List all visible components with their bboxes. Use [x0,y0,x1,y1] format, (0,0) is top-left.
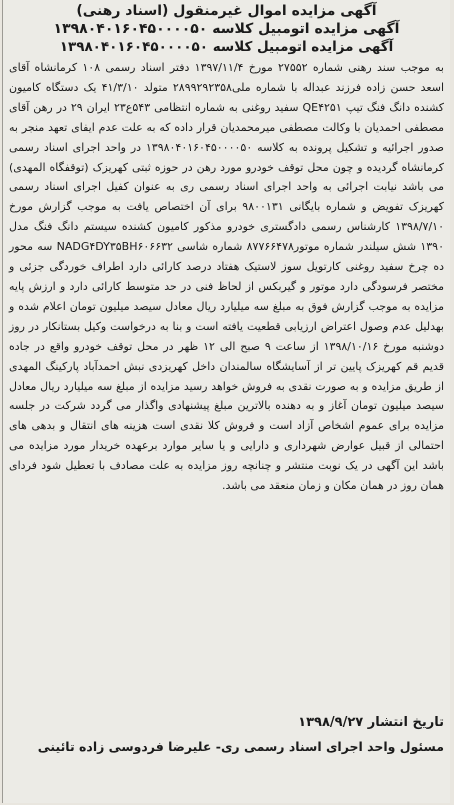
notice-title: آگهی مزایده اموال غیرمنقول (اسناد رهنی) [76,3,377,19]
publication-date: تاریخ انتشار ۱۳۹۸/۹/۲۷ [298,715,444,730]
signature-line: مسئول واحد اجرای اسناد رسمی ری- علیرضا فردوسی زاده تائینی [37,739,444,754]
notice-subtitle: آگهی مزایده اتومبیل کلاسه ۱۳۹۸۰۴۰۱۶۰۴۵۰۰۰۰۵۰ [53,21,400,37]
legal-notice-clipping [2,0,450,803]
notice-body-text: به موجب سند رهنی شماره ۲۷۵۵۲ مورخ ۱۳۹۷/۱۱/۴ دفتر اسناد رسمی ۱۰۸ کرمانشاه آقای اسعد حسن زاده فرزند عبداله با شماره ملی۲۸۹۹۲۹۲۳۵۸ متولد ۴۱/۳/۱۰ یک دستگاه کامیون کشنده دانگ فنگ تیپ QE۴۲۵۱ سفید روغنی به شماره انتظامی ۵۴۳ع۲۳ ایران ۲۹ در رهن آقای مصطفی احمدیان با وکالت مصطفی میرمحمدیان قرار داده که به علت عدم ایفای تعهد منجر به صدور اجرائیه و تشکیل پرونده به کلاسه ۱۳۹۸۰۴۰۱۶۰۴۵۰۰۰۰۵۰ در واحد اجرای اسناد رسمی کرمانشاه گردیده و چون محل توقف خودرو مورد رهن در حوزه ثبتی کهریزک (توقفگاه المهدی) می باشد نیابت اجرائی به واحد اجرای اسناد رسمی ری به عنوان کفیل اجرای اسناد رسمی کهریزک تفویض و شماره بایگانی ۹۸۰۰۱۳۱ برای آن اختصاص یافت به موجب گزارش مورخ ۱۳۹۸/۷/۱۰ کارشناس رسمی دادگستری خودرو مذکور کامیون کشنده سیستم دانگ فنگ مدل ۱۳۹۰ شش سیلندر شماره موتور۸۷۷۶۶۴۷۸ شماره شاسی NADG۴DY۳۵BH۶۰۶۶۳۲ سه محور ده چرخ سفید روغنی کارتویل سوز لاستیک هفتاد درصد کارائی دارد اطراف خوردگی جزئی و مختصر فرسودگی دارد موتور و گیربکس از لحاظ فنی در حد متوسط کارائی دارد و ارزش پایه مزایده به موجب گزارش فوق به مبلغ سه میلیارد ریال معادل سیصد میلیون تومان اعلام شده و بهدلیل عدم وصول اعتراض ارزیابی قطعیت یافته است و بنا به درخواست وکیل بستانکار در روز دوشنبه مورخ ۱۳۹۸/۱۰/۱۶ از ساعت ۹ صبح الی ۱۲ ظهر در محل توقف خودرو واقع در جاده قدیم قم کهریزک پایین تر از آسایشگاه سالمندان داخل کهریزدی نبش احمدآباد پارکینگ المهدی از طریق مزایده و به صورت نقدی به فروش خواهد رسید مزایده از مبلغ سه میلیارد ریال معادل سیصد میلیون تومان آغاز و به دهنده بالاترین مبلغ پیشنهادی واگذار می گردد شرکت در جلسه مزایده برای عموم اشخاص آزاد است و فروش کلا نقدی است هزینه های انتقال و بدهی های احتمالی از قبیل عوارض شهرداری و دارایی و یا سایر موارد برعهده خریدار مورد مزایده می باشد این آگهی در یک نوبت منتشر و چنانچه روز مزایده به علت مصادف با تعطیل شود فردای همان روز در همان مکان و زمان منعقد می باشد. [9,61,444,493]
notice-subtitle-repeat: آگهی مزایده اتومبیل کلاسه ۱۳۹۸۰۴۰۱۶۰۴۵۰۰۰۰۵۰ [59,39,394,55]
